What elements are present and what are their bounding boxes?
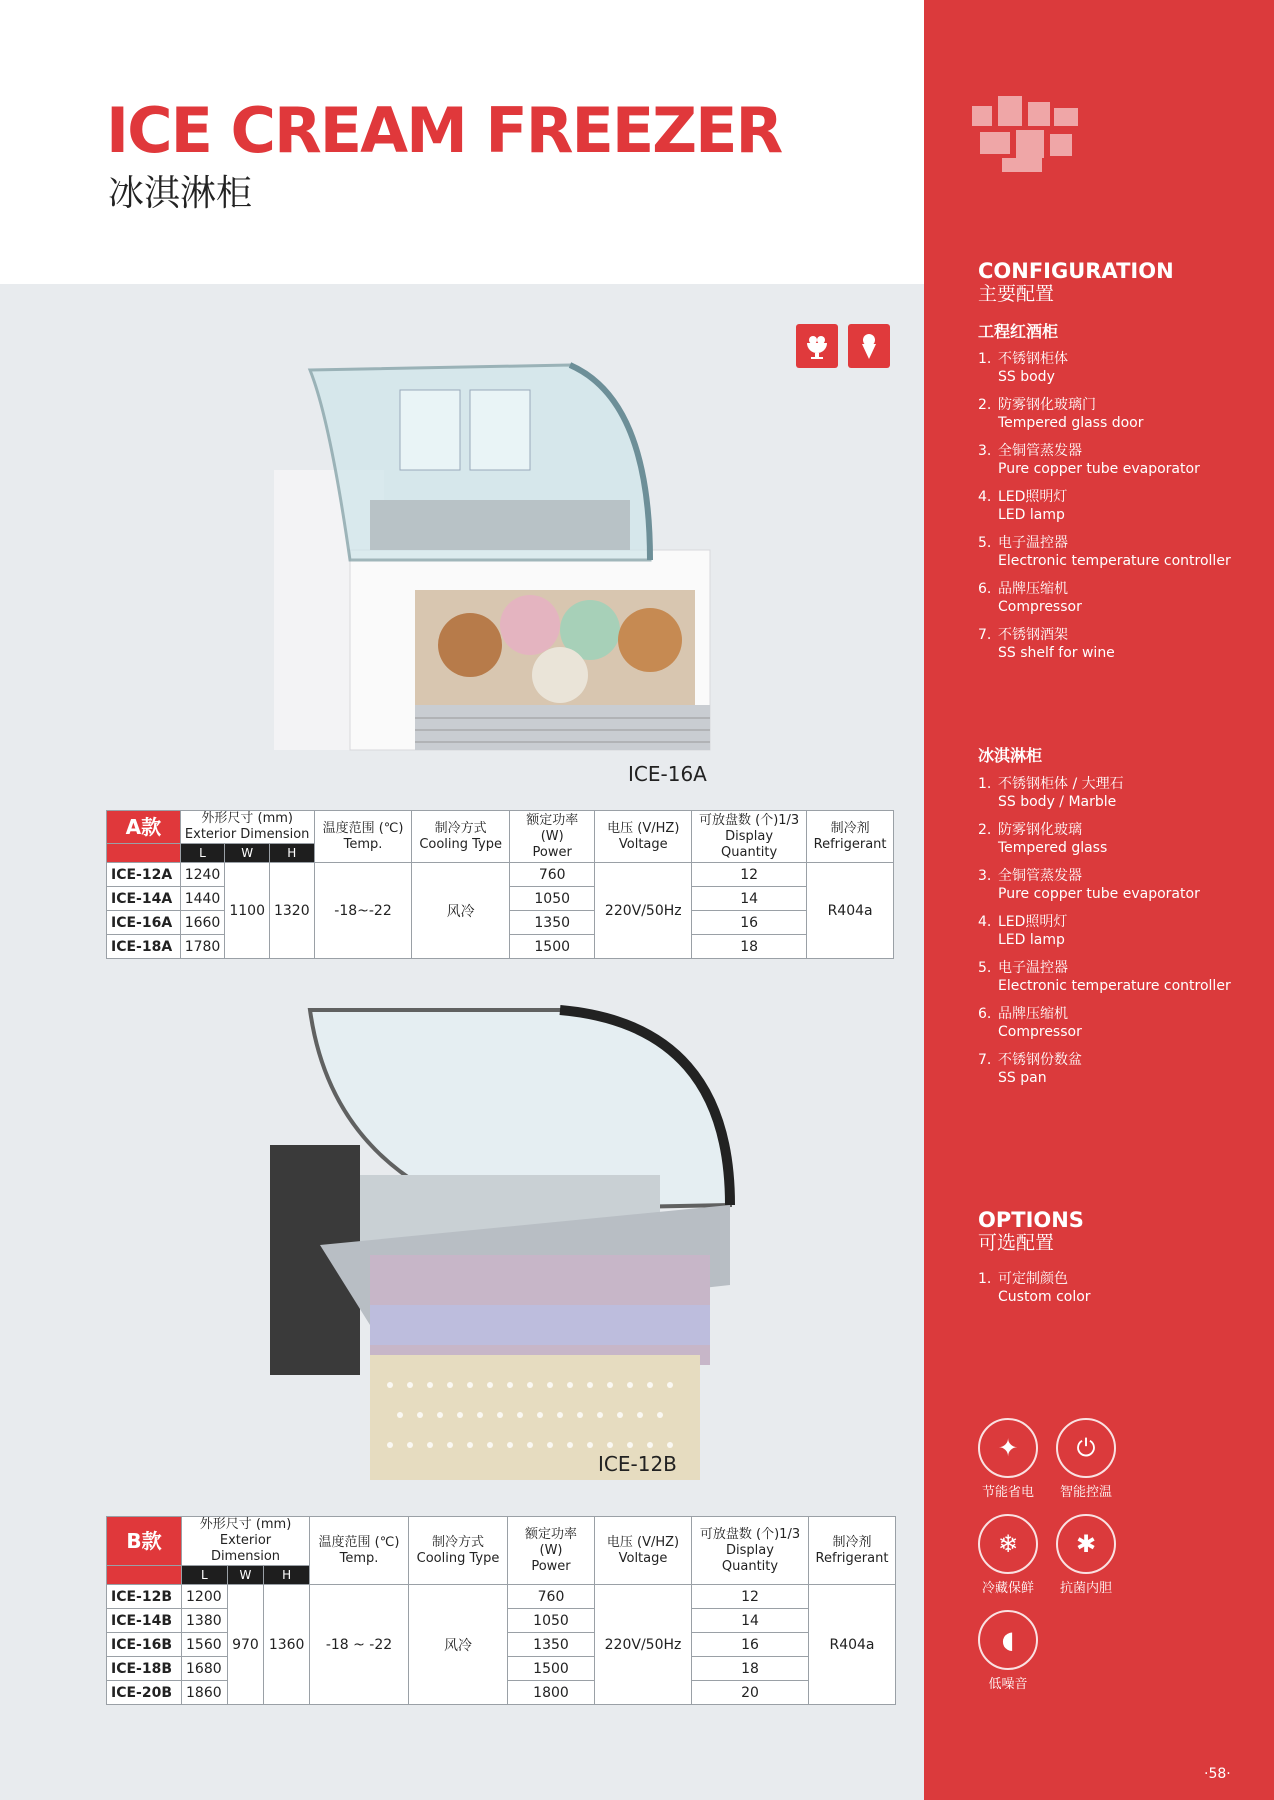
- temp-header-en: Temp.: [339, 1550, 379, 1566]
- table-b-voltage-header: [595, 1517, 692, 1585]
- qty-cell: 18: [692, 935, 807, 959]
- item-en: Electronic temperature controller: [998, 553, 1231, 569]
- cooling-cell: 风冷: [412, 863, 509, 959]
- item-en: SS shelf for wine: [998, 645, 1115, 661]
- item-number: 5.: [978, 535, 992, 551]
- item-zh: 可定制颜色: [998, 1271, 1068, 1287]
- cooling-header-zh: 制冷方式: [434, 820, 487, 836]
- item-number: 1.: [978, 776, 992, 792]
- item-en: Compressor: [998, 599, 1082, 615]
- table-a-badge-spacer: [107, 844, 181, 863]
- table-a-qty-header: [692, 811, 807, 863]
- qty-cell: 16: [692, 911, 807, 935]
- page-number: ·58·: [1204, 1766, 1231, 1782]
- voltage-cell: 220V/50Hz: [595, 1585, 692, 1705]
- list-item: [978, 580, 1248, 616]
- item-en: SS body / Marble: [998, 794, 1117, 810]
- spec-table-b: [106, 1516, 896, 1705]
- item-number: 5.: [978, 960, 992, 976]
- page-header: [0, 0, 924, 284]
- product-image-ice-16a: [270, 360, 730, 770]
- item-zh: 防雾钢化玻璃门: [998, 397, 1096, 413]
- feature-label: 智能控温: [1059, 1485, 1112, 1500]
- dim-h-label: H: [269, 844, 314, 863]
- smart-control-icon: ⏻: [1056, 1418, 1116, 1478]
- qty-cell: 14: [692, 1609, 809, 1633]
- power-header-en: Power: [532, 844, 572, 860]
- table-b-ref-header: [809, 1517, 896, 1585]
- feature-low-noise: [972, 1610, 1044, 1694]
- power-cell: 1500: [508, 1657, 595, 1681]
- cold-storage-icon: ❄: [978, 1514, 1038, 1574]
- list-item: [978, 959, 1248, 995]
- length-cell: 1560: [182, 1633, 228, 1657]
- ref-header-en: Refrigerant: [813, 836, 887, 852]
- config-list-ice-cream: [978, 775, 1248, 1097]
- qty-header-en: Display Quantity: [721, 828, 778, 860]
- item-en: Tempered glass: [998, 840, 1108, 856]
- dim-w-label: W: [227, 1566, 264, 1585]
- model-cell: ICE-16B: [107, 1633, 182, 1657]
- temp-header-en: Temp.: [343, 836, 383, 852]
- item-zh: 电子温控器: [998, 960, 1068, 976]
- item-en: Custom color: [998, 1289, 1091, 1305]
- ref-header-en: Refrigerant: [815, 1550, 889, 1566]
- item-number: 1.: [978, 1271, 992, 1287]
- power-cell: 1350: [509, 911, 595, 935]
- voltage-header-zh: 电压 (V/HZ): [607, 820, 680, 836]
- item-zh: 不锈钢酒架: [998, 627, 1068, 643]
- length-cell: 1200: [182, 1585, 228, 1609]
- qty-header-en: Display Quantity: [721, 1542, 779, 1574]
- item-number: 7.: [978, 1052, 992, 1068]
- list-item: [978, 1005, 1248, 1041]
- height-cell: 1320: [269, 863, 314, 959]
- item-number: 4.: [978, 914, 992, 930]
- power-header-zh: 额定功率 (W): [526, 812, 579, 844]
- table-a-ref-header: [807, 811, 894, 863]
- qty-cell: 20: [692, 1681, 809, 1705]
- list-item: [978, 821, 1248, 857]
- voltage-header-en: Voltage: [618, 1550, 668, 1566]
- cooling-header-zh: 制冷方式: [431, 1534, 484, 1550]
- brand-logo: [972, 96, 1078, 174]
- feature-smart-control: [1050, 1418, 1122, 1502]
- item-zh: LED照明灯: [998, 914, 1068, 930]
- item-zh: 防雾钢化玻璃: [998, 822, 1082, 838]
- page-subtitle: 冰淇淋柜: [108, 173, 253, 214]
- item-zh: 电子温控器: [998, 535, 1068, 551]
- energy-saving-icon: ✦: [978, 1418, 1038, 1478]
- table-b-badge-spacer: [107, 1566, 182, 1585]
- model-cell: ICE-14A: [107, 887, 181, 911]
- model-cell: ICE-12A: [107, 863, 181, 887]
- product-caption-b: ICE-12B: [598, 1452, 677, 1476]
- cooling-cell: 风冷: [409, 1585, 508, 1705]
- model-cell: ICE-18B: [107, 1657, 182, 1681]
- feature-label: 低噪音: [988, 1677, 1028, 1692]
- dim-header-en: Exterior Dimension: [210, 1533, 281, 1564]
- item-en: SS body: [998, 369, 1055, 385]
- feature-label: 节能省电: [981, 1485, 1034, 1500]
- item-en: Tempered glass door: [998, 415, 1144, 431]
- table-a-badge: A款: [107, 811, 181, 844]
- item-number: 1.: [978, 351, 992, 367]
- power-header-zh: 额定功率 (W): [524, 1526, 577, 1558]
- feature-energy-saving: [972, 1418, 1044, 1502]
- length-cell: 1240: [180, 863, 225, 887]
- configuration-title-zh: 主要配置: [978, 283, 1055, 305]
- list-item: [978, 488, 1248, 524]
- item-number: 6.: [978, 1006, 992, 1022]
- item-en: SS pan: [998, 1070, 1047, 1086]
- power-cell: 1050: [509, 887, 595, 911]
- item-en: Electronic temperature controller: [998, 978, 1231, 994]
- list-item: [978, 1270, 1248, 1306]
- length-cell: 1380: [182, 1609, 228, 1633]
- power-cell: 1050: [508, 1609, 595, 1633]
- item-en: Pure copper tube evaporator: [998, 886, 1200, 902]
- configuration-title: CONFIGURATION: [978, 259, 1174, 283]
- list-item: [978, 867, 1248, 903]
- qty-cell: 16: [692, 1633, 809, 1657]
- list-item: [978, 913, 1248, 949]
- item-zh: 不锈钢份数盆: [998, 1052, 1082, 1068]
- item-zh: 品牌压缩机: [998, 1006, 1068, 1022]
- voltage-cell: 220V/50Hz: [595, 863, 692, 959]
- item-zh: 不锈钢柜体: [998, 351, 1068, 367]
- feature-cold-storage: [972, 1514, 1044, 1598]
- length-cell: 1440: [180, 887, 225, 911]
- width-cell: 970: [227, 1585, 264, 1705]
- product-image-ice-12b: [270, 1005, 740, 1485]
- table-a-dim-header: [180, 811, 314, 844]
- dim-h-label: H: [264, 1566, 310, 1585]
- model-cell: ICE-16A: [107, 911, 181, 935]
- page-title: ICE CREAM FREEZER: [106, 94, 782, 167]
- temp-header-zh: 温度范围 (℃): [322, 820, 404, 836]
- group-title-ice-cream: 冰淇淋柜: [978, 746, 1043, 765]
- low-noise-icon: ◖: [978, 1610, 1038, 1670]
- item-zh: 不锈钢柜体 / 大理石: [998, 776, 1124, 792]
- qty-cell: 12: [692, 863, 807, 887]
- table-b-power-header: [508, 1517, 595, 1585]
- temp-header-zh: 温度范围 (℃): [318, 1534, 400, 1550]
- item-number: 2.: [978, 397, 992, 413]
- antibacterial-icon: ✱: [1056, 1514, 1116, 1574]
- item-number: 7.: [978, 627, 992, 643]
- options-title-zh: 可选配置: [978, 1232, 1055, 1254]
- ref-header-zh: 制冷剂: [830, 820, 870, 836]
- item-number: 3.: [978, 868, 992, 884]
- qty-cell: 18: [692, 1657, 809, 1681]
- item-zh: 全铜管蒸发器: [998, 868, 1082, 884]
- options-title: OPTIONS: [978, 1208, 1084, 1232]
- refrigerant-cell: R404a: [807, 863, 894, 959]
- dim-l-label: L: [180, 844, 225, 863]
- table-row: [107, 863, 894, 887]
- item-number: 2.: [978, 822, 992, 838]
- cooling-header-en: Cooling Type: [416, 1550, 500, 1566]
- list-item: [978, 396, 1248, 432]
- dim-header-zh: 外形尺寸 (mm): [201, 811, 293, 826]
- model-cell: ICE-14B: [107, 1609, 182, 1633]
- feature-label: 冷藏保鲜: [981, 1581, 1034, 1596]
- qty-cell: 14: [692, 887, 807, 911]
- temp-cell: -18 ~ -22: [310, 1585, 409, 1705]
- table-row: [107, 1585, 896, 1609]
- length-cell: 1680: [182, 1657, 228, 1681]
- list-item: [978, 626, 1248, 662]
- group-title-wine: 工程红酒柜: [978, 322, 1059, 341]
- item-en: LED lamp: [998, 932, 1065, 948]
- ref-header-zh: 制冷剂: [832, 1534, 872, 1550]
- dim-header-zh: 外形尺寸 (mm): [199, 1517, 292, 1532]
- table-a-power-header: [509, 811, 595, 863]
- length-cell: 1660: [180, 911, 225, 935]
- list-item: [978, 775, 1248, 811]
- table-a-voltage-header: [595, 811, 692, 863]
- table-b-badge: B款: [107, 1517, 182, 1566]
- model-cell: ICE-20B: [107, 1681, 182, 1705]
- voltage-header-en: Voltage: [618, 836, 668, 852]
- list-item: [978, 534, 1248, 570]
- dim-header-en: Exterior Dimension: [184, 827, 310, 842]
- config-list-wine: [978, 350, 1248, 672]
- item-number: 6.: [978, 581, 992, 597]
- table-a-cooling-header: [412, 811, 509, 863]
- item-en: LED lamp: [998, 507, 1065, 523]
- options-list: [978, 1270, 1248, 1316]
- item-en: Compressor: [998, 1024, 1082, 1040]
- table-b-dim-header: [182, 1517, 310, 1566]
- power-cell: 760: [508, 1585, 595, 1609]
- power-cell: 1500: [509, 935, 595, 959]
- voltage-header-zh: 电压 (V/HZ): [606, 1534, 680, 1550]
- model-cell: ICE-12B: [107, 1585, 182, 1609]
- sidebar: [924, 0, 1274, 1800]
- item-number: 3.: [978, 443, 992, 459]
- length-cell: 1860: [182, 1681, 228, 1705]
- length-cell: 1780: [180, 935, 225, 959]
- temp-cell: -18~-22: [314, 863, 412, 959]
- table-b-temp-header: [310, 1517, 409, 1585]
- power-cell: 1350: [508, 1633, 595, 1657]
- table-a-temp-header: [314, 811, 412, 863]
- item-en: Pure copper tube evaporator: [998, 461, 1200, 477]
- power-cell: 1800: [508, 1681, 595, 1705]
- table-b-qty-header: [692, 1517, 809, 1585]
- qty-header-zh: 可放盘数 (个)1/3: [699, 1526, 801, 1542]
- power-header-en: Power: [531, 1558, 571, 1574]
- ice-cream-bowl-icon: [796, 324, 838, 368]
- power-cell: 760: [509, 863, 595, 887]
- list-item: [978, 442, 1248, 478]
- list-item: [978, 1051, 1248, 1087]
- table-b-cooling-header: [409, 1517, 508, 1585]
- refrigerant-cell: R404a: [809, 1585, 896, 1705]
- item-number: 4.: [978, 489, 992, 505]
- feature-antibacterial: [1050, 1514, 1122, 1598]
- cooling-header-en: Cooling Type: [419, 836, 503, 852]
- spec-table-a: [106, 810, 894, 959]
- height-cell: 1360: [264, 1585, 310, 1705]
- qty-header-zh: 可放盘数 (个)1/3: [699, 812, 800, 828]
- width-cell: 1100: [225, 863, 270, 959]
- ice-cream-cone-icon: [848, 324, 890, 368]
- item-zh: 品牌压缩机: [998, 581, 1068, 597]
- dim-w-label: W: [225, 844, 270, 863]
- product-caption-a: ICE-16A: [628, 762, 707, 786]
- item-zh: 全铜管蒸发器: [998, 443, 1082, 459]
- model-cell: ICE-18A: [107, 935, 181, 959]
- qty-cell: 12: [692, 1585, 809, 1609]
- list-item: [978, 350, 1248, 386]
- item-zh: LED照明灯: [998, 489, 1068, 505]
- feature-label: 抗菌内胆: [1059, 1581, 1112, 1596]
- dim-l-label: L: [182, 1566, 228, 1585]
